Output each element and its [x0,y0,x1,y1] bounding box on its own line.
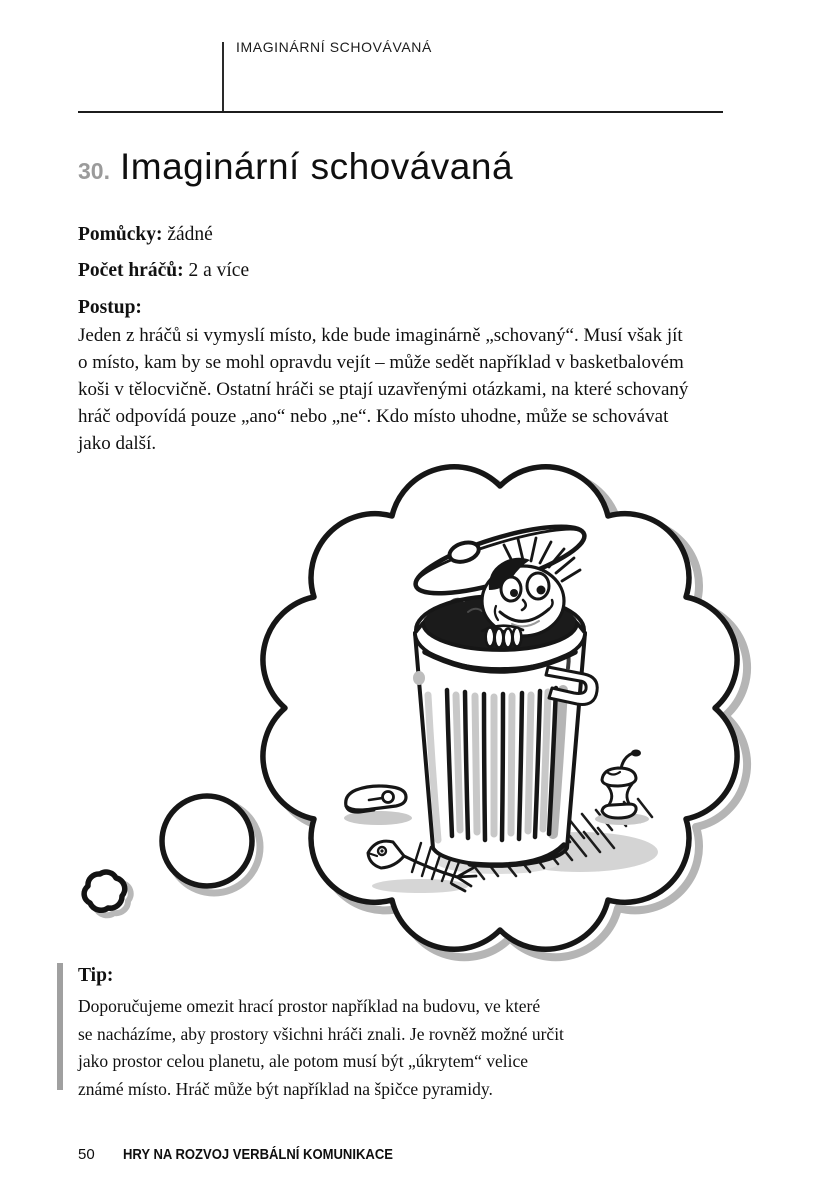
tip-paragraph [78,993,564,1103]
tip-label: Tip: [78,965,114,986]
chapter-title-row [78,146,513,188]
bubble-trail-small [84,872,131,915]
tip-text-line: známé místo. Hráč může být například na špičce pyramidy. [78,1078,493,1099]
character-eye-right [527,573,549,599]
character-eye-left [501,577,521,601]
procedure-text-line: koši v tělocvičně. Ostatní hráči se ptají uzavřenými otázkami, na které schovaný [78,379,689,400]
procedure-text-line: o místo, kam by se mohl opravdu vejít – může sedět například v basketbalovém [78,352,684,373]
procedure-text-line: Jeden z hráčů si vymyslí místo, kde bude imaginárně „schovaný“. Musí však jít [78,325,683,346]
players-label: Počet hráčů: [78,260,184,281]
book-title: HRY NA ROZVOJ VERBÁLNÍ KOMUNIKACE [122,1147,393,1163]
page-number: 50 [78,1146,95,1163]
procedure-text-line: hráč odpovídá pouze „ano“ nebo „ne“. Kdo místo uhodne, může se schovávat [78,406,669,427]
procedure-text-line: jako další. [78,433,157,454]
trash-can-rivet [413,671,425,685]
tip-text-line: se nacházíme, aby prostory všichni hráči znali. Je rovněž možné určit [78,1023,564,1044]
tin-can-lid [344,786,412,825]
players-line [78,260,249,282]
activity-number: 30. [78,158,110,184]
tip-bar [57,963,63,1090]
illustration-thought-bubble-trash-can [55,450,785,965]
equipment-line [78,224,213,246]
page-title: Imaginární schovávaná [119,146,514,187]
running-title: IMAGINÁRNÍ SCHOVÁVANÁ [236,39,432,55]
procedure-label: Postup: [78,297,142,318]
tip-text-line: Doporučujeme omezit hrací prostor například na budovu, ve které [78,996,541,1016]
players-value: 2 a více [188,260,250,281]
equipment-value: žádné [167,224,213,245]
equipment-label: Pomůcky: [78,224,163,245]
tip-text-line: jako prostor celou planetu, ale potom musí být „úkrytem“ velice [78,1051,529,1071]
header-horizontal-rule [78,111,723,113]
header-vertical-rule [222,42,224,112]
bubble-trail-large [162,796,260,893]
procedure-paragraph [78,322,688,457]
page-footer [78,1146,423,1163]
